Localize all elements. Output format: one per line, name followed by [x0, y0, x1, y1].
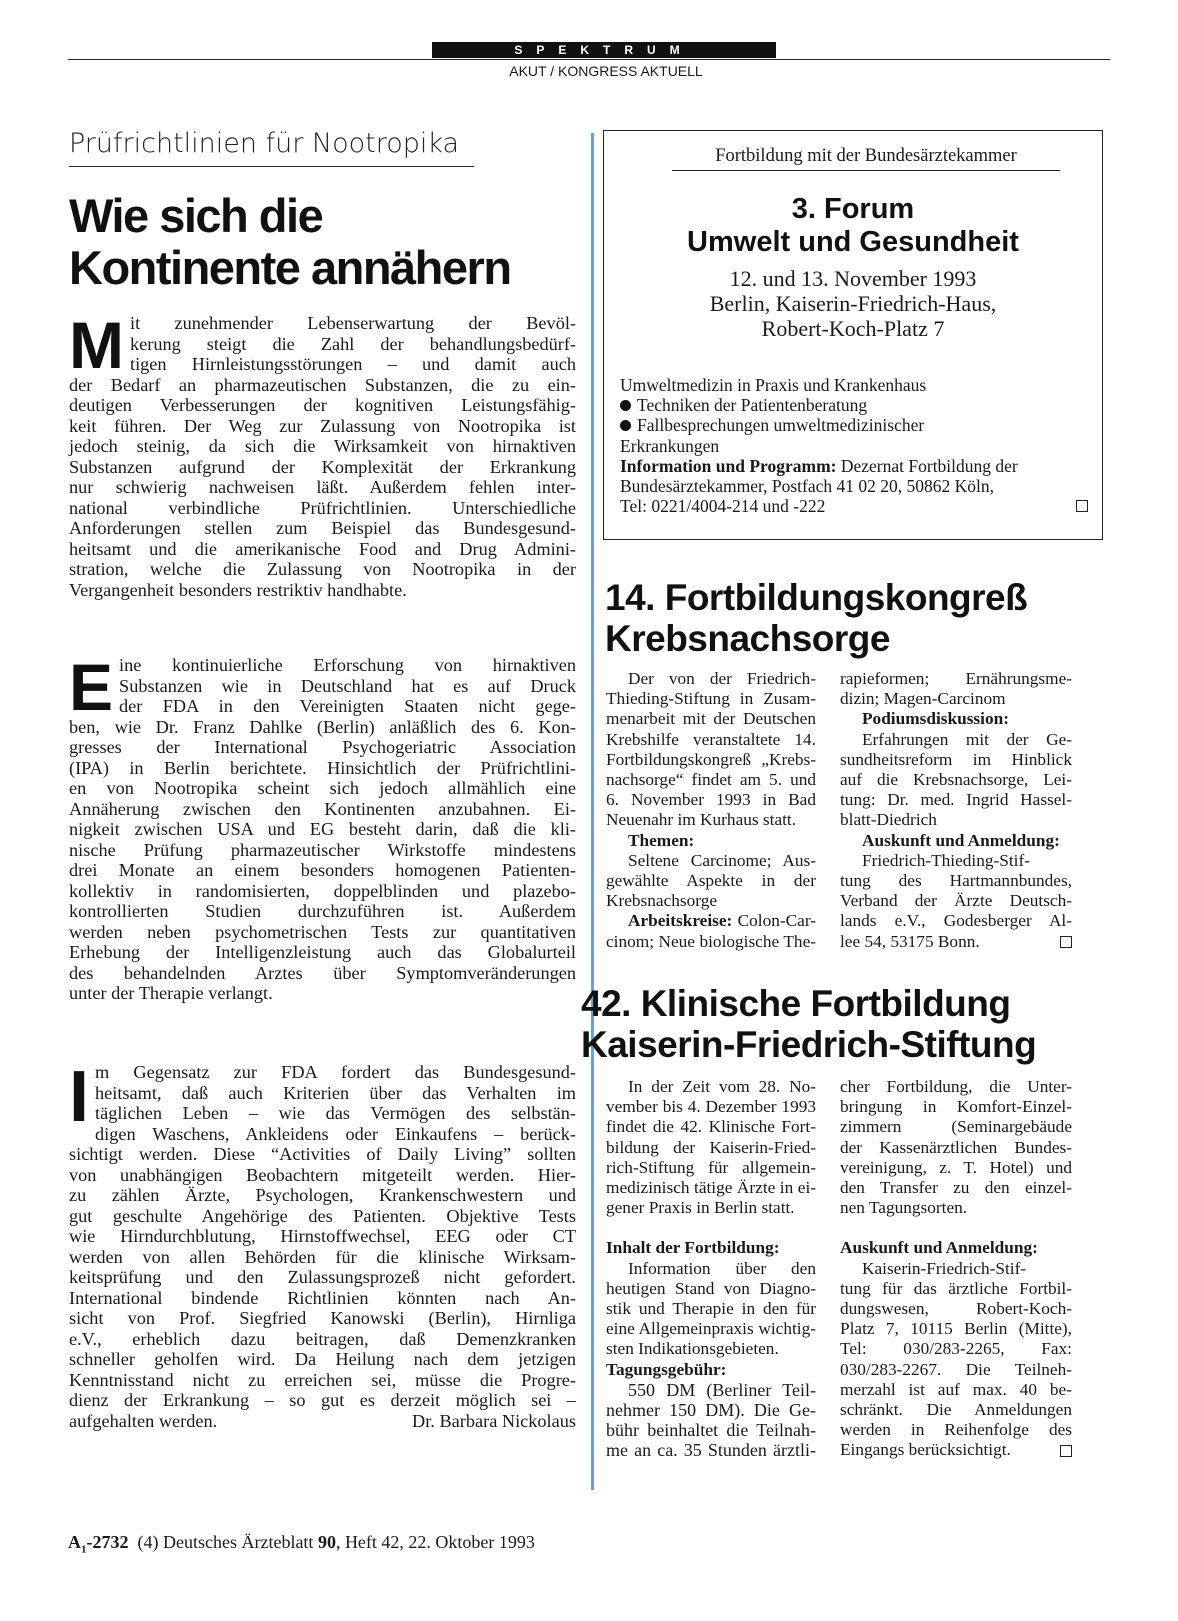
text-line: zu zählen Ärzte, Psychologen, Krankenschwestern und: [69, 1185, 576, 1205]
box-intro: Umweltmedizin in Praxis und Krankenhaus: [620, 375, 927, 395]
text-line: stik und Therapie in den für: [606, 1299, 816, 1319]
text-line: medizinisch tätige Ärzte in ei-: [606, 1178, 816, 1198]
forum-date-line: 12. und 13. November 1993: [729, 266, 977, 291]
section-42-column-2: cher Fortbildung, die Unter- bringung in Komfort-Einzel- zimmern (Seminargebäude der Kassenärztlichen Bundes- vereinigung, z. T. Hotel) und den Transfer zu den einzel- nen Tagungsorten. Auskunft und Anmeldung: Kaiserin-Friedrich-Stif- tung für das ärztliche Fortbil- dungswesen, Robert-Koch- Platz 7, 10115 Berlin (Mitte), Tel: 030/283-2265, Fax: 030/283-2267. Die Teilneh- merzahl ist auf max. 40 be- schränkt. Die Anmeldungen werden in Reihenfolge des Eingangs berücksichtigt.: [840, 1077, 1072, 1460]
text-line: der FDA in den Vereinigten Staaten nicht gege-: [119, 696, 576, 716]
headline-line-2: Kontinente annähern: [69, 241, 511, 294]
text-line: kerung steigt die Zahl der behandlungsbedürf-: [129, 333, 576, 354]
text-line: lands e.V., Godesberger Al-: [840, 911, 1072, 931]
forum-title-line-2: Umwelt und Gesundheit: [687, 226, 1019, 258]
drop-cap: I: [69, 1057, 90, 1137]
text-line: International bindende Richtlinien könnten nach An-: [69, 1287, 576, 1308]
text-line: nehmer 150 DM). Die Ge-: [606, 1400, 816, 1421]
text-line: auf die Krebsnachsorge, Lei-: [840, 770, 1072, 790]
article-paragraph-2: [69, 650, 576, 1004]
text-line: dungswesen, Robert-Koch-: [840, 1299, 1072, 1319]
forum-venue-line: Berlin, Kaiserin-Friedrich-Haus,: [709, 291, 997, 316]
text-line: wie Hirndurchblutung, Hirnstoffwechsel, EEG oder CT: [69, 1226, 576, 1246]
section-label: SPEKTRUM: [432, 42, 776, 58]
issue-info: (4) Deutsches Ärzteblatt: [137, 1532, 318, 1552]
text-line: nigkeit zwischen USA und EG besteht darin, daß die kli-: [69, 819, 576, 839]
text-line: Erfahrungen mit der Ge-: [862, 729, 1072, 749]
text-line: (IPA) in Berlin berichtete. Hinsichtlich der Prüfrichtlini-: [69, 757, 576, 778]
kicker-underline: [69, 166, 474, 167]
drop-cap: M: [69, 308, 124, 382]
text-line: Thieding-Stiftung in Zusam-: [606, 689, 816, 709]
text-line: jedoch steinig, da sich die Wirksamkeit von hirnaktiven: [69, 436, 576, 456]
text-line: kollektiv in randomisierten, doppelblinden und plazebo-: [69, 880, 576, 901]
bullet-icon: [620, 420, 631, 431]
box-bullet: Techniken der Patientenberatung: [620, 395, 1090, 415]
text-line: ine kontinuierliche Erforschung von hirnaktiven: [119, 655, 576, 675]
text-line: merzahl ist auf max. 40 be-: [840, 1379, 1072, 1399]
text-line: vereinigung, z. T. Hotel) und: [840, 1157, 1072, 1177]
text-line: me an ca. 35 Stunden ärztli-: [606, 1440, 816, 1461]
text-line: Verband der Ärzte Deutsch-: [840, 891, 1072, 911]
paragraph-last-line: aufgehalten werden.: [69, 1410, 218, 1431]
text-line: heitsamt, daß auch Kriterien über das Verhalten im: [95, 1082, 576, 1103]
text-line: nur schwierig nachweisen läßt. Außerdem fehlen inter-: [69, 477, 576, 497]
text-line: gut geschulte Angehörige des Patienten. Objektive Tests: [69, 1205, 576, 1226]
box-bullet-cont: Erkrankungen: [620, 435, 720, 456]
text-line: sicht von Prof. Siegfried Kanowski (Berlin), Hirnliga: [69, 1308, 576, 1328]
text-line: drei Monate an einem besonders homogenen Patienten-: [69, 860, 576, 880]
text-line: eine Allgemeinpraxis wichtig-: [606, 1319, 816, 1339]
issue-date: , Heft 42, 22. Oktober 1993: [335, 1532, 535, 1552]
page-footer: [68, 1532, 535, 1556]
paragraph-lines: [69, 1057, 576, 1411]
box-info-tel: Tel: 0221/4004-214 und -222: [620, 496, 1090, 516]
text-line: Substanzen aufgrund der Komplexität der Erkrankung: [69, 456, 576, 477]
forum-title: [605, 193, 1101, 259]
text-line: vember bis 4. Dezember 1993: [606, 1097, 816, 1117]
text-line: en von Nootropika scheint sich jedoch allmählich eine: [69, 778, 576, 798]
text-line: 030/283-2267. Die Teilneh-: [840, 1359, 1072, 1379]
text-line: Vergangenheit besonders restriktiv handhabte.: [69, 579, 407, 600]
text-line: tigen Hirnleistungsstörungen – und damit auch: [129, 354, 576, 374]
text-line: zimmern (Seminargebäude: [840, 1117, 1072, 1137]
bullet-icon: [620, 400, 631, 411]
box-bullet: Fallbesprechungen umweltmedizinischer: [620, 415, 1090, 435]
volume-number: 90: [317, 1532, 336, 1552]
text-line: stration, welche die Zulassung von Nootropika in der: [69, 559, 576, 579]
text-line: des behandelnden Arztes über Symptomveränderungen: [69, 962, 576, 983]
text-line: werden von allen Behörden für die klinische Wirksam-: [69, 1246, 576, 1267]
text-line: täglichen Leben – wie das Vermögen des selbstän-: [95, 1103, 576, 1123]
text-line: schränkt. Die Anmeldungen: [840, 1400, 1072, 1420]
text-line: tung des Hartmannbundes,: [840, 871, 1072, 891]
text-line: tung: Dr. med. Ingrid Hassel-: [840, 790, 1072, 810]
text-line: werden neben psychometrischen Tests zur quantitativen: [69, 921, 576, 942]
text-line: schneller geholfen wird. Da Heilung nach dem jetzigen: [69, 1349, 576, 1369]
column-divider: [591, 133, 594, 1490]
text-line: rich-Stiftung für allgemein-: [606, 1157, 816, 1177]
text-line: Erhebung der Intelligenzleistung auch das Globalurteil: [69, 942, 576, 962]
text-line: Kenntnisstand nicht zu erreichen sei, müsse die Progre-: [69, 1369, 576, 1390]
text-line: deutigen Verbesserungen der kognitiven Leistungsfähig-: [69, 395, 576, 415]
paragraph-lines: [69, 650, 576, 1004]
text-line: kontrollierten Studien durchzuführen ist. Außerdem: [69, 901, 576, 921]
text-line: Platz 7, 10115 Berlin (Mitte),: [840, 1319, 1072, 1339]
section-14-column-1: Der von der Friedrich- Thieding-Stiftung in Zusam- menarbeit mit der Deutschen Krebshilfe veranstaltete 14. Fortbildungskongreß „Krebs- nachsorge“ findet am 5. und 6. November 1993 in Bad Neuenahr im Kurhaus statt. Themen: Seltene Carcinome; Aus- gewählte Aspekte in der Krebsnachsorge Arbeitskreise: Colon-Car- cinom; Neue biologische The-: [606, 669, 816, 951]
text-line: keit führen. Der Weg zur Zulassung von Nootropika ist: [69, 415, 576, 436]
text-line: Substanzen wie in Deutschland hat es auf Druck: [119, 675, 576, 696]
text-line: heutigen Stand von Diagno-: [606, 1278, 816, 1298]
text-line: bildung der Kaiserin-Fried-: [606, 1137, 816, 1157]
box-header: Fortbildung mit der Bundesärztekammer: [715, 146, 1017, 166]
text-line: Seltene Carcinome; Aus-: [628, 850, 816, 870]
text-line: gresses der International Psychogeriatric Association: [69, 737, 576, 757]
text-line: bühr beinhaltet die Teilnah-: [606, 1420, 816, 1441]
text-line: it zunehmender Lebenserwartung der Bevöl-: [129, 313, 576, 333]
text-line: e.V., erheblich dazu beitragen, daß Demenzkranken: [69, 1328, 576, 1349]
section-14-headline: 14. Fortbildungskongreß Krebsnachsorge: [605, 577, 1028, 659]
text-line: gewählte Aspekte in der: [606, 871, 816, 891]
forum-title-line-1: 3. Forum: [791, 193, 915, 225]
text-line: bringung in Komfort-Einzel-: [840, 1097, 1072, 1117]
subsection-label: AKUT / KONGRESS AKTUELL: [509, 63, 703, 79]
text-line: ben, wie Dr. Franz Dahlke (Berlin) anläßlich des 6. Kon-: [69, 716, 576, 737]
page-number: $A_1-2732$: [68, 1532, 129, 1556]
text-line: heitsamt und die amerikanische Food and Drug Admini-: [69, 538, 576, 559]
box-header-rule: [672, 170, 1060, 171]
text-line: In der Zeit vom 28. No-: [628, 1077, 816, 1096]
text-line: von unabhängigen Beobachtern mitgeteilt werden. Hier-: [69, 1164, 576, 1185]
text-line: findet die 42. Klinische Fort-: [606, 1117, 816, 1137]
text-line: sichtigt werden. Diese “Activities of Daily Living” sollten: [69, 1144, 576, 1164]
signature-line: [69, 1411, 576, 1432]
article-headline: [69, 190, 589, 294]
end-square-icon: [1076, 500, 1088, 512]
text-line: m Gegensatz zur FDA fordert das Bundesgesund-: [95, 1062, 576, 1082]
paragraph-lines: [69, 308, 576, 600]
text-line: Fortbildungskongreß „Krebs-: [606, 749, 816, 769]
text-line: rapieformen; Ernährungsme-: [840, 669, 1072, 688]
text-line: werden in Reihenfolge des: [840, 1420, 1072, 1440]
text-line: Kaiserin-Friedrich-Stif-: [862, 1258, 1027, 1278]
text-line: national verbindliche Prüfrichtlinien. Unterschiedliche: [69, 497, 576, 518]
text-line: cher Fortbildung, die Unter-: [840, 1077, 1072, 1096]
text-line: dienz der Erkrankung – so gut es derzeit möglich sei –: [69, 1390, 576, 1410]
text-line: Friedrich-Thieding-Stif-: [862, 850, 1030, 870]
end-square-icon: [1060, 1445, 1072, 1457]
forum-date: [605, 266, 1101, 341]
text-line: Der von der Friedrich-: [628, 669, 816, 688]
text-line: der Kassenärztlichen Bundes-: [840, 1137, 1072, 1157]
section-14-column-2: rapieformen; Ernährungsme- dizin; Magen-Carcinom Podiumsdiskussion: Erfahrungen mit der Ge- sundheitsreform im Hinblick auf die Krebsnachsorge, Lei- tung: Dr. med. Ingrid Hassel- blatt-Diedrich Auskunft und Anmeldung: Friedrich-Thieding-Stif- tung des Hartmannbundes, Verband der Ärzte Deutsch- lands e.V., Godesberger Al- lee 54, 53175 Bonn.: [840, 669, 1072, 951]
text-line: Krebshilfe veranstaltete 14.: [606, 729, 816, 749]
text-line: der Bedarf an pharmazeutischen Substanzen, die zu ein-: [69, 374, 576, 395]
text-line: den Transfer zu den einzel-: [840, 1178, 1072, 1198]
text-line: tung für das ärztliche Fortbil-: [840, 1278, 1072, 1298]
drop-cap: E: [69, 650, 114, 724]
article-paragraph-3: [69, 1057, 576, 1431]
article-paragraph-1: [69, 308, 576, 600]
text-line: 550 DM (Berliner Teil-: [628, 1379, 816, 1400]
text-line: nische Prüfung pharmazeutischer Wirkstoffe mindestens: [69, 839, 576, 860]
author: Dr. Barbara Nickolaus: [412, 1410, 576, 1431]
box-info-cont: Bundesärztekammer, Postfach 41 02 20, 50862 Köln,: [620, 476, 995, 497]
text-line: digen Waschens, Ankleidens oder Einkaufens – berück-: [95, 1123, 576, 1144]
text-line: menarbeit mit der Deutschen: [606, 709, 816, 729]
text-line: nachsorge“ findet am 5. und: [606, 770, 816, 790]
box-info: Information und Programm: Dezernat Fortbildung der: [620, 455, 1018, 476]
article-kicker: Prüfrichtlinien für Nootropika: [69, 128, 460, 159]
section-42-column-1: In der Zeit vom 28. No- vember bis 4. Dezember 1993 findet die 42. Klinische Fort- bildung der Kaiserin-Fried- rich-Stiftung für allgemein- medizinisch tätige Ärzte in ei- gener Praxis in Berlin statt. Inhalt der Fortbildung: Information über den heutigen Stand von Diagno- stik und Therapie in den für eine Allgemeinpraxis wichtig- sten Indikationsgebieten. Tagungsgebühr: 550 DM (Berliner Teil- nehmer 150 DM). Die Ge- bühr beinhaltet die Teilnah- me an ca. 35 Stunden ärztli-: [606, 1077, 816, 1461]
text-line: Annäherung zwischen den Kontinenten anzubahnen. Ei-: [69, 798, 576, 819]
box-body: [620, 375, 1090, 516]
text-line: Anforderungen stellen zum Beispiel das Bundesgesund-: [69, 518, 576, 538]
forum-address-line: Robert-Koch-Platz 7: [761, 316, 945, 341]
section-42-headline: 42. Klinische Fortbildung Kaiserin-Friedrich-Stiftung: [581, 983, 1037, 1065]
text-line: Tel: 030/283-2265, Fax:: [840, 1339, 1072, 1359]
text-line: Information über den: [628, 1258, 816, 1278]
end-square-icon: [1060, 936, 1072, 948]
text-line: unter der Therapie verlangt.: [69, 983, 273, 1003]
text-line: sundheitsreform im Hinblick: [840, 749, 1072, 769]
header-rule: [68, 59, 1110, 60]
text-line: 6. November 1993 in Bad: [606, 790, 816, 810]
text-line: keitsprüfung und den Zulassungsprozeß nicht gefordert.: [69, 1267, 576, 1287]
headline-line-1: Wie sich die: [69, 189, 323, 242]
